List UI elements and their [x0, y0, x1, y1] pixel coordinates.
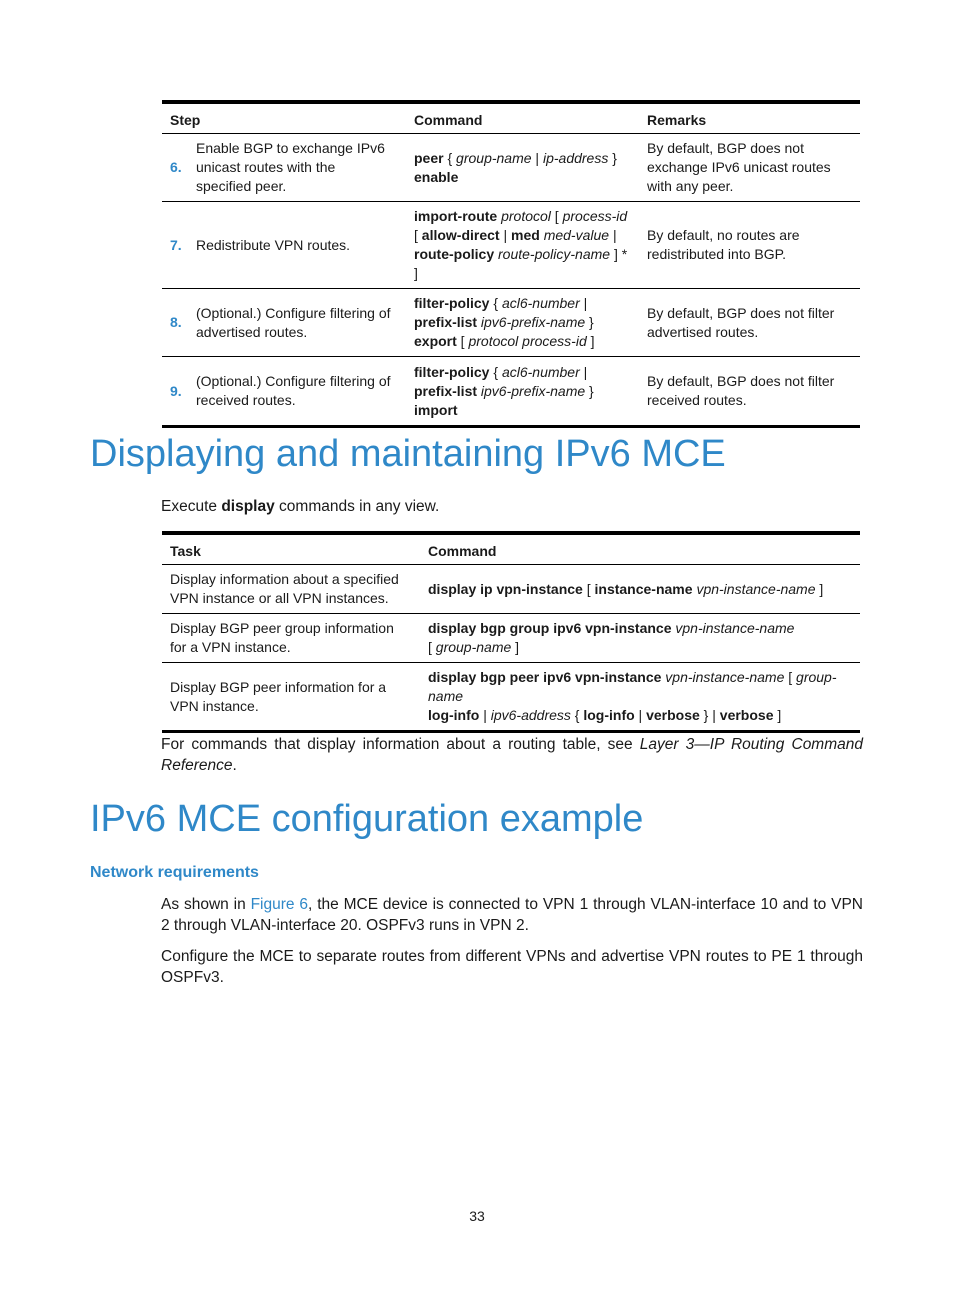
requirements-paragraph-2: Configure the MCE to separate routes from different VPNs and advertise VPN routes to PE 1 through OSPFv3.	[161, 948, 863, 986]
task-description: Display information about a specified VPN instance or all VPN instances.	[170, 571, 399, 606]
page-number: 33	[469, 1208, 485, 1224]
step-description: Redistribute VPN routes.	[196, 236, 351, 253]
step-number: 7.	[170, 236, 182, 253]
step-command: peer { group-name | ip-address } enable	[414, 149, 617, 185]
section-title-example: IPv6 MCE configuration example	[90, 798, 644, 840]
step-table-header	[162, 102, 860, 134]
table-row	[162, 663, 860, 732]
step-description: (Optional.) Configure filtering of advertised routes.	[196, 304, 391, 340]
table-row	[162, 202, 860, 289]
task-command: display bgp peer ipv6 vpn-instance vpn-instance-name [ group-name log-info | ipv6-address { log-info | verbose } | verbose ]	[428, 669, 837, 723]
header-command: Command	[428, 543, 497, 559]
step-remarks: By default, BGP does not filter advertised routes.	[647, 304, 835, 340]
step-command: filter-policy { acl6-number | prefix-list ipv6-prefix-name } export [ protocol process-id ]	[414, 295, 595, 349]
step-command: filter-policy { acl6-number | prefix-list ipv6-prefix-name } import	[414, 363, 594, 418]
subsection-title: Network requirements	[90, 864, 259, 881]
step-table	[162, 100, 860, 428]
step-number: 9.	[170, 382, 182, 399]
header-step: Step	[170, 112, 201, 128]
requirements-paragraph-1: As shown in Figure 6, the MCE device is connected to VPN 1 through VLAN-interface 10 and to VPN 2 through VLAN-interface 20. OSPFv3 runs in VPN 2.	[161, 896, 863, 934]
task-command: display ip vpn-instance [ instance-name vpn-instance-name ]	[428, 580, 824, 597]
header-remarks: Remarks	[647, 112, 707, 128]
header-command: Command	[414, 112, 483, 128]
step-remarks: By default, BGP does not filter received routes.	[647, 373, 835, 408]
step-description: Enable BGP to exchange IPv6 unicast routes with the specified peer.	[196, 140, 385, 194]
task-command: display bgp group ipv6 vpn-instance vpn-instance-name [ group-name ]	[428, 620, 795, 655]
header-task: Task	[170, 543, 201, 559]
task-description: Display BGP peer group information for a VPN instance.	[170, 620, 394, 655]
section-intro: Execute display commands in any view.	[161, 498, 440, 515]
figure-link[interactable]: Figure 6	[250, 896, 309, 913]
step-command: import-route protocol [ process-id [ allow-direct | med med-value | route-policy route-policy-name ] * ]	[414, 208, 628, 281]
table-row	[162, 565, 860, 614]
task-description: Display BGP peer information for a VPN instance.	[170, 678, 387, 714]
step-number: 6.	[170, 159, 182, 175]
step-description: (Optional.) Configure filtering of received routes.	[196, 373, 391, 408]
task-table-header	[162, 533, 860, 565]
step-number: 8.	[170, 314, 182, 330]
table-row	[162, 357, 860, 427]
task-table	[162, 531, 860, 733]
table-row	[162, 134, 860, 202]
reference-note: For commands that display information about a routing table, see Layer 3—IP Routing Command Reference.	[161, 736, 863, 774]
step-remarks: By default, no routes are redistributed into BGP.	[647, 227, 800, 262]
table-row	[162, 614, 860, 663]
table-row	[162, 289, 860, 357]
step-remarks: By default, BGP does not exchange IPv6 unicast routes with any peer.	[647, 140, 831, 194]
section-title-display: Displaying and maintaining IPv6 MCE	[90, 433, 726, 475]
